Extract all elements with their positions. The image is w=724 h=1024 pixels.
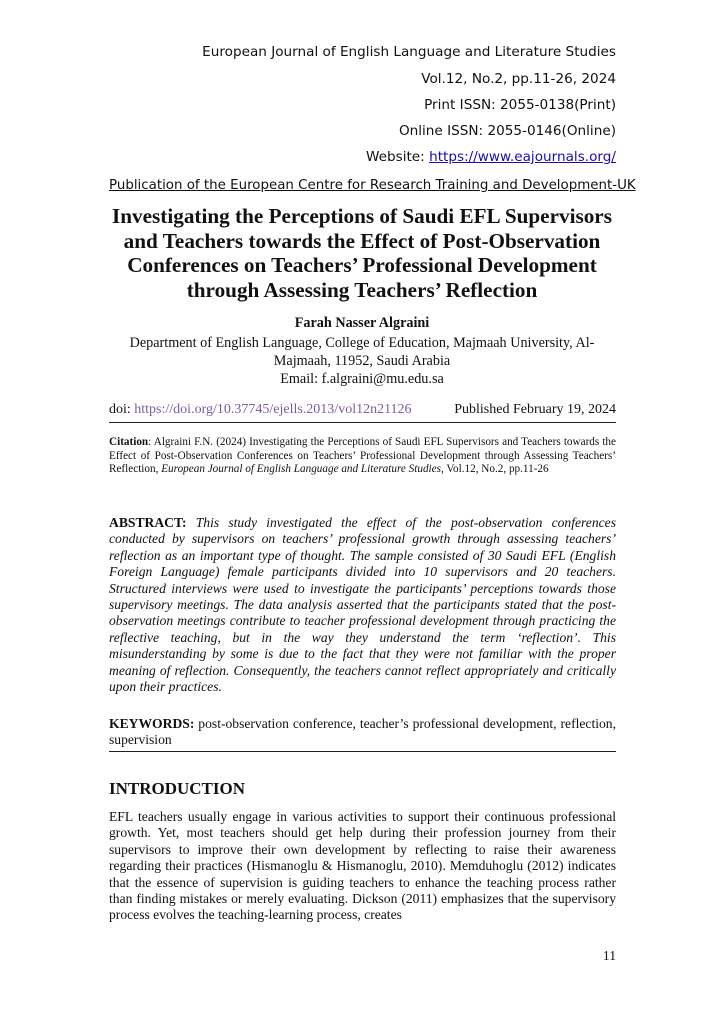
website-link[interactable]: https://www.eajournals.org/ [429, 149, 616, 165]
author-email: Email: f.algraini@mu.edu.sa [280, 371, 444, 387]
volume-info: Vol.12, No.2, pp.11-26, 2024 [421, 71, 616, 87]
website-label: Website: [365, 149, 430, 165]
author-affiliation: Department of English Language, College of Education, Majmaah University, Al-Majmaah, 11952, Saudi Arabia [129, 335, 595, 369]
abstract-label: ABSTRACT: [109, 515, 187, 530]
author-name: Farah Nasser Algraini [294, 315, 430, 331]
citation [109, 436, 616, 477]
website-line [366, 149, 616, 165]
doi-label: doi: [109, 402, 135, 417]
citation-text: : Algraini F.N. (2024) Investigating the Perceptions of Saudi EFL Supervisors and Teachers towards the Effect of Post-Observation Conferences on Teachers’ Professional Development through Assessing Teachers’ Reflection, [109, 436, 616, 476]
online-issn: Online ISSN: 2055-0146(Online) [398, 123, 616, 139]
introduction-body: EFL teachers usually engage in various activities to support their continuous professional growth. Yet, most teachers should get help during their profession journey from their supervisors to improve their own development by reflecting to raise their awareness regarding their practices (Hismanoglu & Hismanoglu, 2010). Memduhoglu (2012) indicates that the essence of supervision is guiding teachers to enhance the teaching process rather than finding mistakes or merely evaluating. Dickson (2011) emphasizes that the supervisory process evolves the teaching-learning process, creates [109, 809, 616, 923]
abstract [109, 515, 616, 695]
keywords [109, 716, 616, 752]
citation-journal: European Journal of English Language and Literature Studies [161, 463, 441, 476]
abstract-text: This study investigated the effect of the post-observation conferences conducted by supervisors on teachers’ professional growth through assessing teachers’ reflection as an important type of thought. The sample consisted of 30 Saudi EFL (English Foreign Language) female participants divided into 10 supervisors and 20 teachers. Structured interviews were used to investigate the participants’ perceptions towards those supervisory meetings. The data analysis asserted that the participants stated that the post-observation meetings contribute to teacher professional development through practicing the reflective teaching, but in the way they understand the term ‘reflection’. This misunderstanding by some is due to the fact that they were not familiar with the proper meaning of reflection. Consequently, the teachers cannot reflect appropriately and critically upon their practices. [109, 515, 616, 695]
print-issn: Print ISSN: 2055-0138(Print) [424, 97, 616, 113]
keywords-text: post-observation conference, teacher’s professional development, reflection, supervision [109, 716, 616, 748]
paper-title: Investigating the Perceptions of Saudi EFL Supervisors and Teachers towards the Effect of Post-Observation Conferences on Teachers’ Professional Development through Assessing Teachers’ Reflection [112, 204, 612, 302]
journal-name: European Journal of English Language and Literature Studies [202, 44, 616, 60]
doi-row [109, 402, 616, 423]
introduction-heading: INTRODUCTION [109, 779, 246, 798]
doi [109, 402, 412, 418]
citation-volume: , Vol.12, No.2, pp.11-26 [440, 463, 549, 476]
page-number: 11 [602, 948, 616, 963]
citation-label: Citation [109, 436, 149, 448]
published-date: Published February 19, 2024 [454, 402, 616, 417]
keywords-label: KEYWORDS: [109, 716, 195, 731]
publication-line: Publication of the European Centre for Research Training and Development-UK [109, 178, 636, 193]
doi-link[interactable]: https://doi.org/10.37745/ejells.2013/vol12n21126 [134, 402, 412, 417]
